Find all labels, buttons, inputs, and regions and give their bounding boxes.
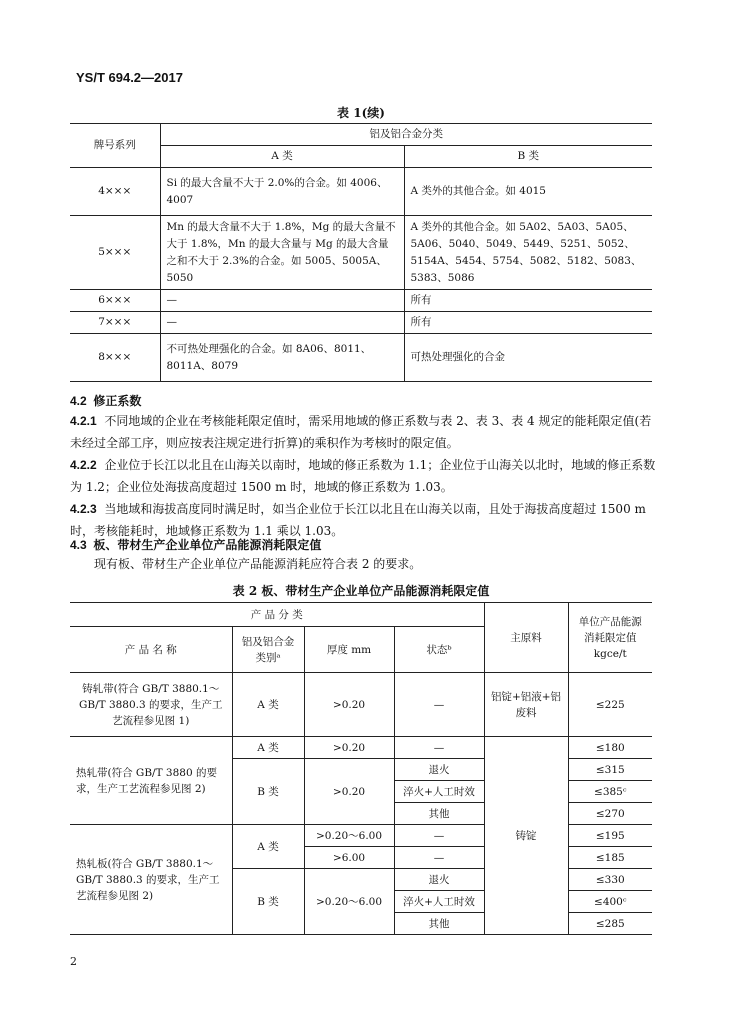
clause-text: 企业位于长江以北且在山海关以南时，地域的修正系数为 1.1；企业位于山海关以北时，地域的修正系数为 1.2；企业位处海拔高度超过 1500 m 时，地域的修正系数为 1.03。	[70, 458, 656, 494]
state-cell: 退火	[394, 759, 484, 781]
table2-header-state: 状态ᵇ	[394, 627, 484, 673]
limit-cell: ≤400ᶜ	[568, 891, 652, 913]
section-4-3-heading	[70, 536, 321, 553]
table-row	[70, 168, 652, 216]
section-title: 修正系数	[93, 394, 142, 408]
limit-cell: ≤225	[568, 673, 652, 737]
b-cell: A 类外的其他合金。如 4015	[404, 168, 652, 216]
limit-cell: ≤185	[568, 847, 652, 869]
raw-material-cell: 铝锭+铝液+铝废料	[484, 673, 568, 737]
table-row	[70, 673, 652, 737]
a-cell: 不可热处理强化的合金。如 8A06、8011、8011A、8079	[160, 334, 404, 382]
table-row	[70, 216, 652, 290]
thickness-cell: >0.20	[304, 673, 394, 737]
raw-material-cell: 铸锭	[484, 737, 568, 935]
table-row	[70, 312, 652, 334]
alloy-cell: A 类	[232, 673, 304, 737]
limit-cell: ≤315	[568, 759, 652, 781]
clause-number: 4.2.3	[70, 502, 97, 516]
clause-number: 4.2.1	[70, 414, 97, 428]
clause-number: 4.2.2	[70, 458, 97, 472]
limit-cell: ≤385ᶜ	[568, 781, 652, 803]
table2-caption: 表 2 板、带材生产企业单位产品能源消耗限定值	[232, 584, 490, 598]
section-title: 板、带材生产企业单位产品能源消耗限定值	[93, 538, 322, 552]
section-number: 4.3	[70, 538, 87, 552]
standard-number: YS/T 694.2—2017	[76, 70, 183, 85]
alloy-cell: B 类	[232, 759, 304, 825]
section-4-2-heading	[70, 392, 141, 409]
thickness-cell: >0.20～6.00	[304, 869, 394, 935]
table-row	[70, 334, 652, 382]
clause-text: 当地域和海拔高度同时满足时，如当企业位于长江以北且在山海关以南，且处于海拔高度超过 1500 m 时，考核能耗时，地域修正系数为 1.1 乘以 1.03。	[70, 502, 646, 538]
product-name-cell: 铸轧带(符合 GB/T 3880.1～GB/T 3880.3 的要求，生产工艺流程参见图 1)	[70, 673, 232, 737]
series-cell: 7×××	[70, 312, 160, 334]
limit-cell: ≤270	[568, 803, 652, 825]
table2-header-alloy: 铝及铝合金类别ᵃ	[232, 627, 304, 673]
table1	[70, 123, 652, 382]
limit-cell: ≤330	[568, 869, 652, 891]
a-cell: Mn 的最大含量不大于 1.8%，Mg 的最大含量不大于 1.8%，Mn 的最大含量与 Mg 的最大含量之和不大于 2.3%的合金。如 5005、5005A、5050	[160, 216, 404, 290]
table1-header-b: B 类	[404, 146, 652, 168]
state-cell: 其他	[394, 803, 484, 825]
a-cell: Si 的最大含量不大于 2.0%的合金。如 4006、4007	[160, 168, 404, 216]
alloy-cell: A 类	[232, 737, 304, 759]
state-cell: —	[394, 847, 484, 869]
thickness-cell: >6.00	[304, 847, 394, 869]
state-cell: —	[394, 673, 484, 737]
paragraph-4-2-1	[70, 410, 658, 454]
state-cell: 淬火+人工时效	[394, 891, 484, 913]
table-row	[70, 737, 652, 759]
product-name-cell: 热轧带(符合 GB/T 3880 的要求，生产工艺流程参见图 2)	[70, 737, 232, 825]
table2-header-name: 产 品 名 称	[70, 627, 232, 673]
section-number: 4.2	[70, 394, 87, 408]
clause-text: 不同地域的企业在考核能耗限定值时，需采用地域的修正系数与表 2、表 3、表 4 规定的能耗限定值(若未经过全部工序，则应按表注规定进行折算)的乘积作为考核时的限定值。	[70, 414, 652, 450]
series-cell: 4×××	[70, 168, 160, 216]
b-cell: A 类外的其他合金。如 5A02、5A03、5A05、5A06、5040、5049、5449、5251、5052、5154A、5454、5754、5082、5182、5083、5383、5086	[404, 216, 652, 290]
limit-cell: ≤180	[568, 737, 652, 759]
series-cell: 5×××	[70, 216, 160, 290]
state-cell: 退火	[394, 869, 484, 891]
table2-header-raw: 主原料	[484, 603, 568, 673]
alloy-cell: A 类	[232, 825, 304, 869]
table2	[70, 602, 652, 935]
table2-header-class: 产 品 分 类	[70, 603, 484, 627]
page-number: 2	[70, 955, 77, 968]
table2-header-thickness: 厚度 mm	[304, 627, 394, 673]
state-cell: 淬火+人工时效	[394, 781, 484, 803]
table1-header-series: 牌号系列	[70, 124, 160, 168]
b-cell: 可热处理强化的合金	[404, 334, 652, 382]
series-cell: 8×××	[70, 334, 160, 382]
limit-cell: ≤195	[568, 825, 652, 847]
thickness-cell: >0.20	[304, 737, 394, 759]
table1-header-group: 铝及铝合金分类	[160, 124, 652, 146]
alloy-cell: B 类	[232, 869, 304, 935]
series-cell: 6×××	[70, 290, 160, 312]
b-cell: 所有	[404, 290, 652, 312]
table1-header-a: A 类	[160, 146, 404, 168]
state-cell: —	[394, 825, 484, 847]
state-cell: —	[394, 737, 484, 759]
state-cell: 其他	[394, 913, 484, 935]
thickness-cell: >0.20～6.00	[304, 825, 394, 847]
product-name-cell: 热轧板(符合 GB/T 3880.1～GB/T 3880.3 的要求，生产工艺流程参见图 2)	[70, 825, 232, 935]
paragraph-4-3: 现有板、带材生产企业单位产品能源消耗应符合表 2 的要求。	[94, 557, 422, 571]
table1-caption: 表 1(续)	[337, 106, 385, 120]
limit-cell: ≤285	[568, 913, 652, 935]
a-cell: —	[160, 312, 404, 334]
paragraph-4-2-2	[70, 454, 658, 498]
thickness-cell: >0.20	[304, 759, 394, 825]
a-cell: —	[160, 290, 404, 312]
table-row	[70, 290, 652, 312]
b-cell: 所有	[404, 312, 652, 334]
table2-header-limit: 单位产品能源消耗限定值 kgce/t	[568, 603, 652, 673]
